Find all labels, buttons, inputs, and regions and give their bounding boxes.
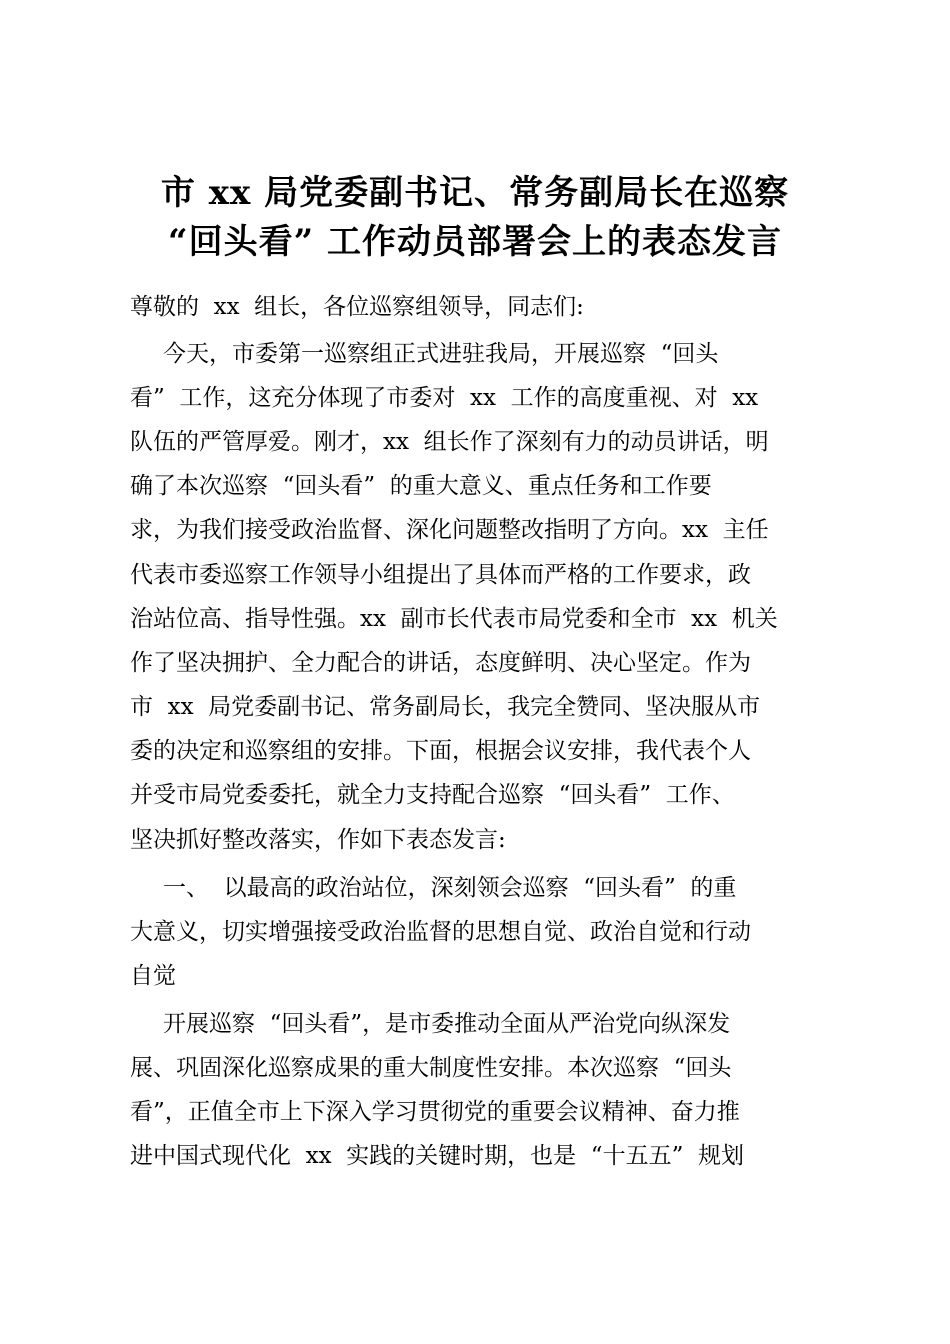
section-1-heading-line-2: 大意义，切实增强接受政治监督的思想自觉、政治自觉和行动 <box>130 919 751 945</box>
paragraph-3-line-1: 开展巡察 “回头看”，是市委推动全面从严治党向纵深发 <box>163 1011 731 1037</box>
paragraph-3-line-4: 进中国式现代化 xx 实践的关键时期，也是 “十五五” 规划 <box>130 1143 744 1169</box>
paragraph-1-line-7: 治站位高、指导性强。xx 副市长代表市局党委和全市 xx 机关 <box>130 606 778 632</box>
paragraph-1-line-5: 求，为我们接受政治监督、深化问题整改指明了方向。xx 主任 <box>130 517 769 543</box>
paragraph-1-line-4: 确了本次巡察 “回头看” 的重大意义、重点任务和工作要 <box>130 473 712 499</box>
paragraph-1-line-12: 坚决抓好整改落实，作如下表态发言: <box>130 827 506 853</box>
document-title-line-1: 市 xx 局党委副书记、常务副局长在巡察 <box>160 173 790 213</box>
paragraph-1-line-11: 并受市局党委委托，就全力支持配合巡察 “回头看” 工作、 <box>130 782 735 808</box>
paragraph-1-line-6: 代表市委巡察工作领导小组提出了具体而严格的工作要求，政 <box>130 562 751 588</box>
paragraph-1-line-9: 市 xx 局党委副书记、常务副局长，我完全赞同、坚决服从市 <box>130 694 761 720</box>
section-1-heading-line-3: 自觉 <box>130 963 176 989</box>
paragraph-3-line-2: 展、巩固深化巡察成果的重大制度性安排。本次巡察 “回头 <box>130 1055 732 1081</box>
paragraph-1-line-10: 委的决定和巡察组的安排。下面，根据会议安排，我代表个人 <box>130 738 751 764</box>
paragraph-1-line-3: 队伍的严管厚爱。刚才，xx 组长作了深刻有力的动员讲话，明 <box>130 429 769 455</box>
salutation: 尊敬的 xx 组长，各位巡察组领导，同志们: <box>130 294 584 320</box>
section-1-heading-line-1: 一、 以最高的政治站位，深刻领会巡察 “回头看” 的重 <box>163 875 737 901</box>
paragraph-1-line-2: 看” 工作，这充分体现了市委对 xx 工作的高度重视、对 xx <box>130 385 759 411</box>
document-title-line-2: “回头看” 工作动员部署会上的表态发言 <box>168 222 782 262</box>
paragraph-3-line-3: 看”，正值全市上下深入学习贯彻党的重要会议精神、奋力推 <box>130 1099 740 1125</box>
paragraph-1-line-1: 今天，市委第一巡察组正式进驻我局，开展巡察 “回头 <box>163 341 719 367</box>
paragraph-1-line-8: 作了坚决拥护、全力配合的讲话，态度鲜明、决心坚定。作为 <box>130 650 751 676</box>
